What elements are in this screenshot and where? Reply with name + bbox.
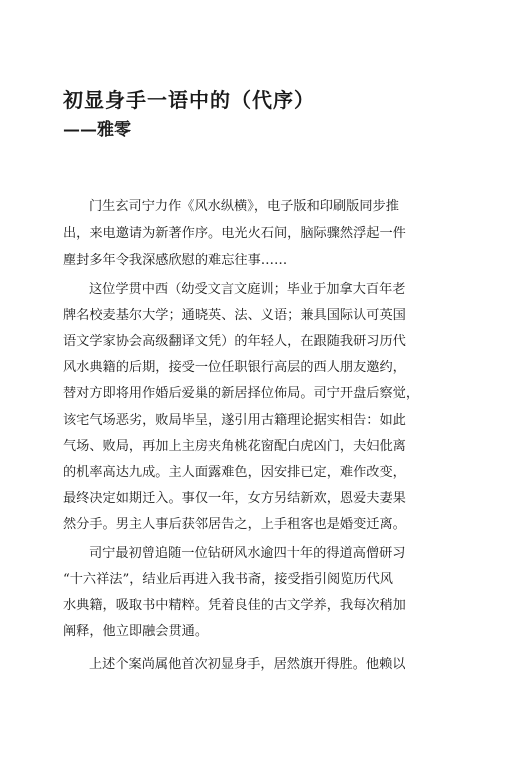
paragraph-line: 阐释，他立即融会贯通。	[63, 624, 209, 639]
paragraph-line: 的机率高达九成。主人面露难色，因安排已定，难作改变，	[63, 465, 406, 480]
paragraph-line: 风水典籍的后期，接受一位任职银行高层的西人朋友邀约，	[63, 360, 406, 375]
paragraph-line: 该宅气场恶劣，败局毕呈，遂引用古籍理论据实相告：如此	[63, 413, 406, 428]
paragraph-line: 司宁最初曾追随一位钻研风水逾四十年的得道高僧研习	[89, 546, 406, 561]
paragraph-line: 然分手。男主人事后获邻居告之，上手租客也是婚变迁离。	[63, 517, 406, 532]
paragraph-line: 门生玄司宁力作《风水纵横》，电子版和印刷版同步推	[89, 199, 399, 214]
paragraph-line: 出，来电邀请为新著作序。电光火石间，脑际骤然浮起一件	[63, 226, 406, 241]
paragraph-line: 塵封多年令我深感欣慰的难忘往事……	[63, 253, 288, 268]
author-byline: ——雅零	[63, 120, 131, 140]
paragraph-line: 牌名校麦基尔大学；通晓英、法、义语；兼具国际认可英国	[63, 308, 406, 323]
paragraph-line: 气场、败局，再加上主房夹角桃花窗配白虎凶门，夫妇仳离	[63, 439, 406, 454]
paragraph-line: 上述个案尚属他首次初显身手，居然旗开得胜。他赖以	[89, 657, 406, 672]
paragraph-line: 语文学家协会高级翻译文凭）的年轻人，在跟随我研习历代	[63, 334, 406, 349]
paragraph-line: 替对方即将用作婚后爱巢的新居择位佈局。司宁开盘后察觉，	[63, 386, 420, 401]
page-title: 初显身手一语中的（代序）	[63, 88, 315, 112]
paragraph-line: 水典籍，吸取书中精粹。凭着良佳的古文学养，我每次稍加	[63, 598, 406, 613]
paragraph-line: 最终决定如期迁入。事仅一年，女方另结新欢，恩爱夫妻果	[63, 491, 406, 506]
paragraph-line: “十六祥法”，结业后再进入我书斋，接受指引阅览历代风	[63, 572, 393, 587]
paragraph-line: 这位学贯中西（幼受文言文庭训；毕业于加拿大百年老	[89, 282, 406, 297]
